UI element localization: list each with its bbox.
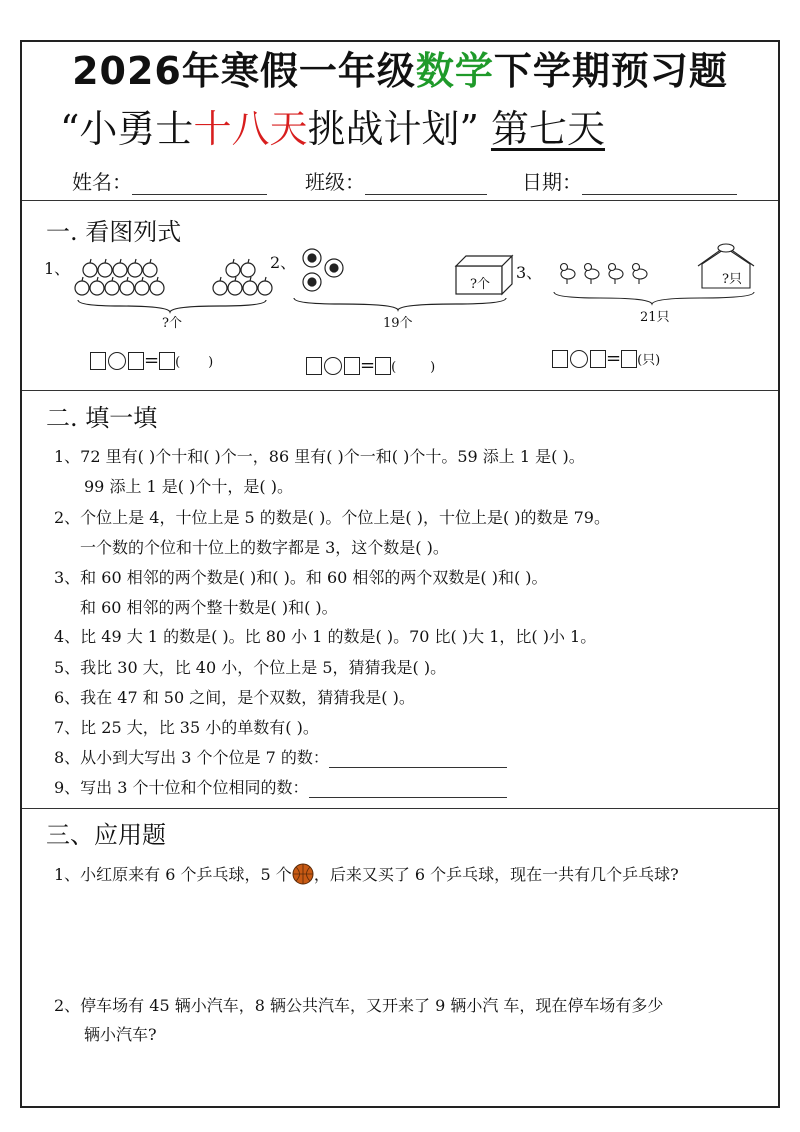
unit-label: (只) (637, 353, 661, 368)
answer-box[interactable] (306, 357, 322, 375)
word-problem-2-line2: 辆小汽车? (84, 1025, 157, 1044)
apple-icon (228, 277, 242, 295)
subtitle-text-1: “小勇士 (60, 107, 194, 151)
title-text-math: 数学 (415, 49, 494, 93)
apple-icon (113, 259, 127, 277)
class-blank[interactable] (365, 176, 487, 195)
fill-line-4[interactable]: 4、比 49 大 1 的数是( )。比 80 小 1 的数是( )。70 比( )大 1，比( )小 1。 (54, 627, 597, 646)
fill-line-1b[interactable]: 99 添上 1 是( )个十，是( )。 (84, 477, 293, 496)
fill-line-1[interactable]: 1、72 里有( )个十和( )个一，86 里有( )个一和( )个十。59 添上 1 是( )。 (54, 447, 585, 466)
problem1-number: 1、 (44, 259, 71, 278)
problem2-label: 19个 (383, 316, 413, 331)
word-problem-1 (54, 862, 679, 887)
fill-line-2[interactable]: 2、个位上是 4，十位上是 5 的数是( )。个位上是( )，十位上是( )的数是 79。 (54, 508, 610, 527)
apple-icon (258, 277, 272, 295)
answer-box[interactable] (375, 357, 391, 375)
apple-icon (83, 259, 97, 277)
word-problem-2-line1: 2、停车场有 45 辆小汽车，8 辆公共汽车，又开来了 9 辆小汽 车，现在停车场有多少 (54, 996, 664, 1015)
apple-icon (75, 277, 89, 295)
fill-line-9-text: 9、写出 3 个十位和个位相同的数： (54, 778, 309, 797)
basketball-icon (292, 863, 314, 885)
page-subtitle (60, 98, 605, 153)
apple-icon (120, 277, 134, 295)
problem3-house-label: ?只 (722, 272, 742, 287)
fill-line-7[interactable]: 7、比 25 大，比 35 小的单数有( )。 (54, 718, 319, 737)
unit-open: ( (391, 360, 397, 375)
unit-close: ) (430, 360, 436, 375)
title-text-1: 2026年寒假一年级 (72, 49, 416, 93)
fill-line-2b[interactable]: 一个数的个位和十位上的数字都是 3，这个数是( )。 (80, 538, 449, 557)
subtitle-text-2: 挑战计划” (307, 107, 479, 151)
brace-bracket (554, 292, 754, 304)
class-label: 班级： (305, 170, 365, 194)
problem1-label: ?个 (162, 316, 182, 331)
apple-icon (143, 259, 157, 277)
apple-icon (226, 259, 240, 277)
equation-1: = ( ) (90, 350, 213, 371)
apple-icon (135, 277, 149, 295)
fill-line-6[interactable]: 6、我在 47 和 50 之间，是个双数，猜猜我是( )。 (54, 688, 415, 707)
answer-blank-8[interactable] (329, 749, 507, 768)
word-problem-1-text-a: 1、小红原来有 6 个乒乓球，5 个 (54, 865, 292, 884)
answer-box[interactable] (590, 350, 606, 368)
apple-icon (150, 277, 164, 295)
apple-icon (241, 259, 255, 277)
fill-line-3[interactable]: 3、和 60 相邻的两个数是( )和( )。和 60 相邻的两个双数是( )和( )。 (54, 568, 548, 587)
word-problem-1-text-b: ，后来又买了 6 个乒乓球，现在一共有几个乒乓球? (313, 865, 679, 884)
name-label: 姓名： (72, 170, 132, 194)
date-label: 日期： (522, 170, 582, 194)
answer-box[interactable] (344, 357, 360, 375)
fill-line-9 (54, 775, 507, 798)
divider-3 (22, 808, 778, 809)
fill-line-5[interactable]: 5、我比 30 大，比 40 小，个位上是 5，猜猜我是( )。 (54, 658, 447, 677)
soccer-ball-icon (325, 259, 343, 277)
unit-open: ( (175, 355, 181, 370)
fill-line-3b[interactable]: 和 60 相邻的两个整十数是( )和( )。 (80, 598, 338, 617)
apple-icon (128, 259, 142, 277)
divider-2 (22, 390, 778, 391)
problem3-label: 21只 (640, 310, 670, 325)
section2-title: 二. 填一填 (46, 404, 158, 432)
brace-bracket (78, 300, 266, 312)
name-blank[interactable] (132, 176, 267, 195)
name-field (72, 166, 267, 195)
chick-icon (633, 264, 648, 285)
equation-2: = ( ) (306, 355, 435, 376)
problem2-number: 2、 (270, 253, 297, 272)
divider-1 (22, 200, 778, 201)
soccer-ball-icon (303, 249, 321, 267)
answer-box[interactable] (621, 350, 637, 368)
subtitle-text-red: 十八天 (193, 107, 308, 151)
section3-title: 三、应用题 (46, 821, 166, 849)
apple-icon (98, 259, 112, 277)
chick-icon (609, 264, 624, 285)
problem2-box-label: ?个 (470, 277, 490, 292)
apple-icon (105, 277, 119, 295)
soccer-ball-icon (303, 273, 321, 291)
date-blank[interactable] (582, 176, 737, 195)
apple-icon (243, 277, 257, 295)
answer-box[interactable] (90, 352, 106, 370)
answer-blank-9[interactable] (309, 779, 507, 798)
chick-icon (585, 264, 600, 285)
answer-box[interactable] (552, 350, 568, 368)
equation-3: = (只) (552, 348, 660, 369)
page-title (0, 40, 800, 95)
fill-line-8-text: 8、从小到大写出 3 个个位是 7 的数： (54, 748, 329, 767)
chick-icon (561, 264, 576, 285)
apple-icon (90, 277, 104, 295)
date-field (522, 166, 737, 195)
section1-title: 一. 看图列式 (46, 218, 182, 246)
answer-box[interactable] (128, 352, 144, 370)
class-field (305, 166, 487, 195)
problem3-number: 3、 (516, 263, 543, 282)
answer-box[interactable] (159, 352, 175, 370)
brace-bracket (294, 298, 506, 310)
apples-picture (70, 256, 270, 316)
operator-circle[interactable] (570, 350, 588, 368)
subtitle-day: 第七天 (490, 107, 605, 151)
unit-close: ) (208, 355, 214, 370)
apple-icon (213, 277, 227, 295)
operator-circle[interactable] (108, 352, 126, 370)
title-text-2: 下学期预习题 (493, 49, 728, 93)
fill-line-8 (54, 745, 507, 768)
operator-circle[interactable] (324, 357, 342, 375)
